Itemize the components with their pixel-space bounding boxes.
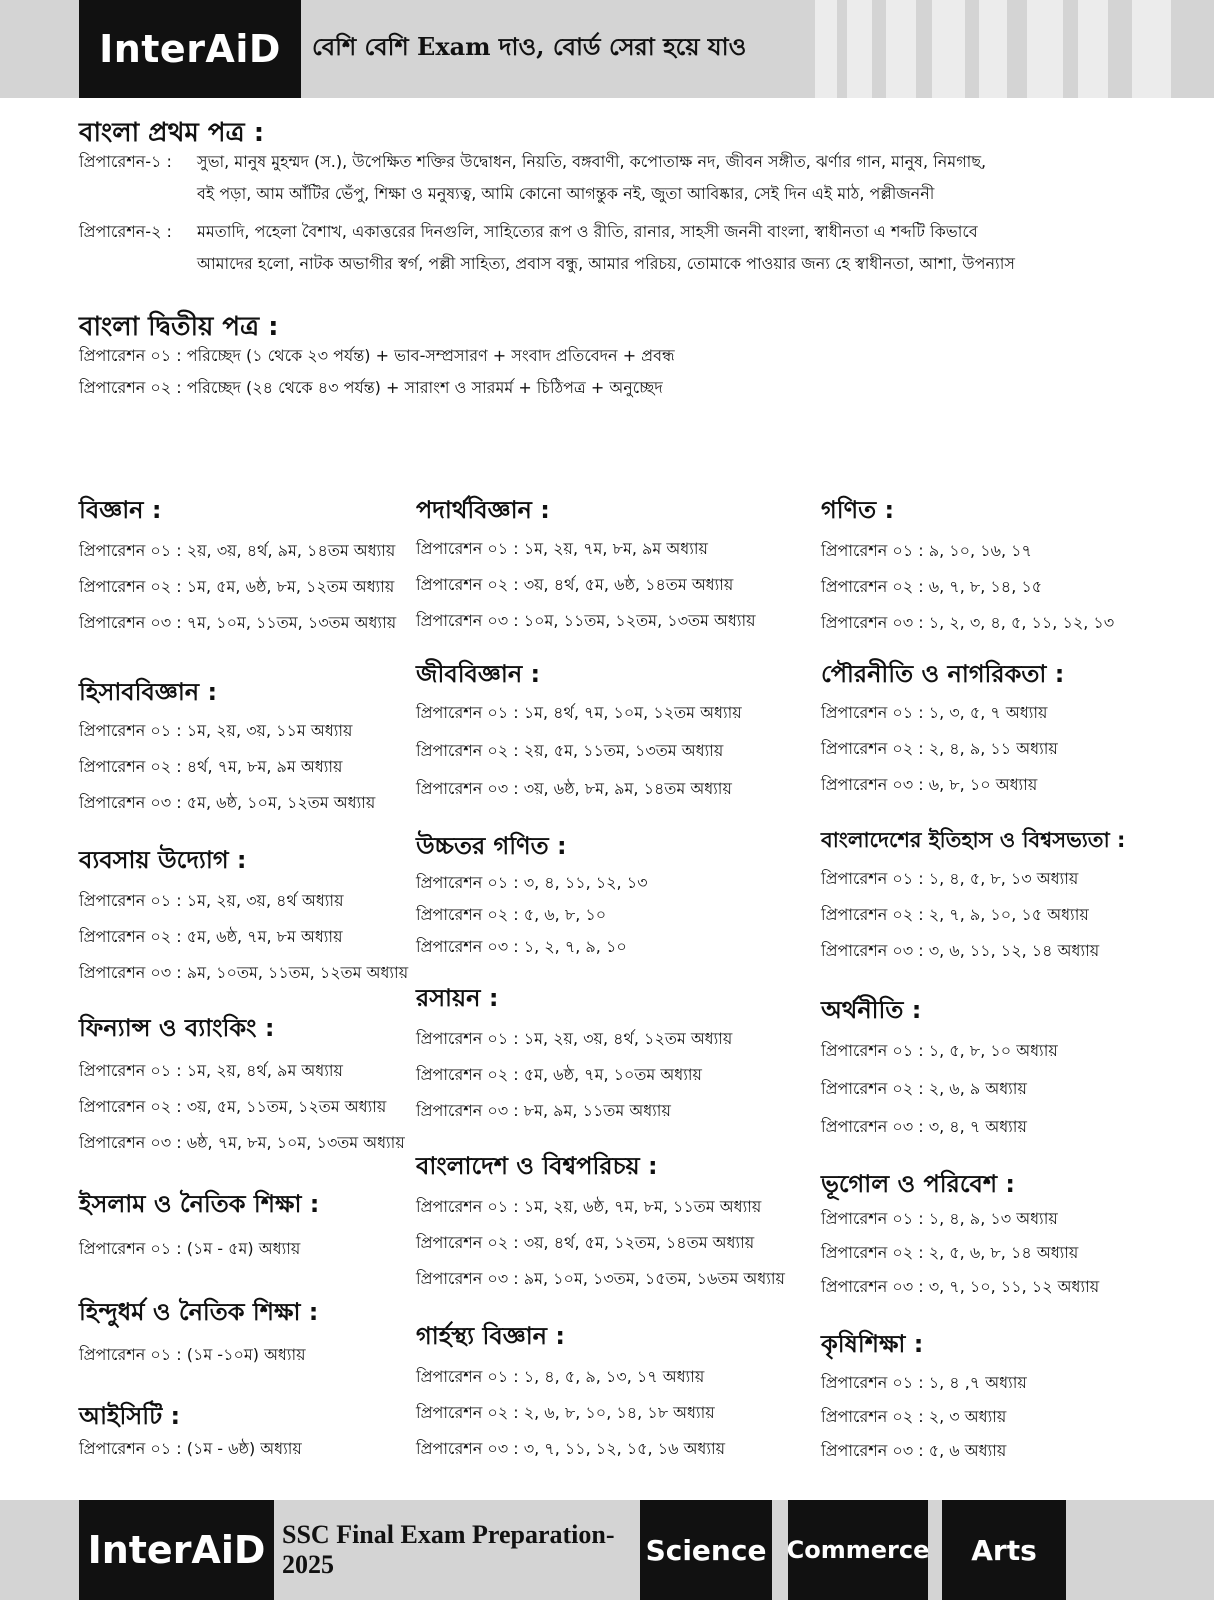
chemistry-title: রসায়ন : <box>416 984 499 1012</box>
prep-line: প্রিপারেশন ০২ : ২, ৬, ৮, ১০, ১৪, ১৮ অধ্যায় <box>416 1403 715 1422</box>
prep-line: প্রিপারেশন ০৩ : ৩, ৪, ৭ অধ্যায় <box>821 1117 1027 1136</box>
islam-title: ইসলাম ও নৈতিক শিক্ষা : <box>79 1190 320 1218</box>
prep-line: প্রিপারেশন ০১ : (১ম - ৬ষ্ঠ) অধ্যায় <box>79 1439 302 1458</box>
prep-line: প্রিপারেশন ০২ : ২, ৩ অধ্যায় <box>821 1407 1007 1426</box>
prep-line: প্রিপারেশন ০২ : ১ম, ৫ম, ৬ষ্ঠ, ৮ম, ১২তম অধ্যায় <box>79 577 395 596</box>
prep-line: প্রিপারেশন ০১ : ১, ৪ ,৭ অধ্যায় <box>821 1373 1027 1392</box>
prep-line: প্রিপারেশন ০৩ : ৬, ৮, ১০ অধ্যায় <box>821 775 1038 794</box>
prep-line: প্রিপারেশন ০৩ : ৭ম, ১০ম, ১১তম, ১৩তম অধ্যায় <box>79 613 397 632</box>
prep-line: প্রিপারেশন ০২ : ৬, ৭, ৮, ১৪, ১৫ <box>821 577 1043 596</box>
prep-line: প্রিপারেশন ০১ : ৩, ৪, ১১, ১২, ১৩ <box>416 873 648 892</box>
biology-title: জীববিজ্ঞান : <box>416 660 541 688</box>
home-science-title: গার্হস্থ্য বিজ্ঞান : <box>416 1322 565 1350</box>
prep-line: প্রিপারেশন ০১ : ১ম, ২য়, ৭ম, ৮ম, ৯ম অধ্যায় <box>416 539 708 558</box>
prep-line: প্রিপারেশন ০২ : ২, ৫, ৬, ৮, ১৪ অধ্যায় <box>821 1243 1079 1262</box>
prep-line: প্রিপারেশন ০৩ : ১০ম, ১১তম, ১২তম, ১৩তম অধ্যায় <box>416 611 756 630</box>
prep-line: প্রিপারেশন ০১ : ১ম, ২য়, ৩য়, ১১ম অধ্যায় <box>79 721 353 740</box>
ict-title: আইসিটি : <box>79 1402 181 1430</box>
bangla1-prep1-row <box>79 146 986 178</box>
history-title: বাংলাদেশের ইতিহাস ও বিশ্বসভ্যতা : <box>821 828 1126 852</box>
prep-line: প্রিপারেশন ০১ : ১, ৪, ৫, ৯, ১৩, ১৭ অধ্যায় <box>416 1367 705 1386</box>
prep-line: প্রিপারেশন ০১ : ১ম, ২য়, ৩য়, ৪র্থ অধ্যায় <box>79 891 344 910</box>
prep-line: প্রিপারেশন ০২ : ২, ৪, ৯, ১১ অধ্যায় <box>821 739 1058 758</box>
prep-line: প্রিপারেশন ০২ : ৩য়, ৪র্থ, ৫ম, ১২তম, ১৪তম অধ্যায় <box>416 1233 755 1252</box>
decorative-stripes <box>815 0 1214 98</box>
prep-text: মমতাদি, পহেলা বৈশাখ, একাত্তরের দিনগুলি, সাহিত্যের রূপ ও রীতি, রানার, সাহসী জননী বাংলা, স্বাধীনতা এ শব্দটি কিভাবে <box>197 222 978 241</box>
prep-line: প্রিপারেশন ০১ : ১ম, ২য়, ৩য়, ৪র্থ, ১২তম অধ্যায় <box>416 1029 733 1048</box>
header-tagline: বেশি বেশি Exam দাও, বোর্ড সেরা হয়ে যাও <box>312 32 747 61</box>
bgs-title: বাংলাদেশ ও বিশ্বপরিচয় : <box>416 1152 658 1180</box>
footer-brand-logo: InterAiD <box>79 1500 274 1600</box>
prep-label: প্রিপারেশন-১ : <box>79 152 172 171</box>
prep-line: প্রিপারেশন ০৩ : ৯ম, ১০ম, ১৩তম, ১৫তম, ১৬তম অধ্যায় <box>416 1269 785 1288</box>
footer-band <box>0 1500 1214 1600</box>
prep-line: প্রিপারেশন ০১ : ২য়, ৩য়, ৪র্থ, ৯ম, ১৪তম অধ্যায় <box>79 541 396 560</box>
agriculture-title: কৃষিশিক্ষা : <box>821 1330 924 1358</box>
prep-line: প্রিপারেশন ০২ : ৫, ৬, ৮, ১০ <box>416 905 607 924</box>
bangla-second-paper-title: বাংলা দ্বিতীয় পত্র : <box>79 312 279 342</box>
prep-line: প্রিপারেশন ০২ : ৫ম, ৬ষ্ঠ, ৭ম, ৮ম অধ্যায় <box>79 927 343 946</box>
prep-line: প্রিপারেশন ০২ : ৩য়, ৫ম, ১১তম, ১২তম অধ্যায় <box>79 1097 387 1116</box>
civics-title: পৌরনীতি ও নাগরিকতা : <box>821 660 1065 688</box>
prep-line: প্রিপারেশন ০৩ : ৩, ৭, ১০, ১১, ১২ অধ্যায় <box>821 1277 1100 1296</box>
prep-line: প্রিপারেশন ০১ : ৯, ১০, ১৬, ১৭ <box>821 541 1032 560</box>
prep-line: প্রিপারেশন ০১ : (১ম -১০ম) অধ্যায় <box>79 1345 306 1364</box>
prep-label: প্রিপারেশন-২ : <box>79 222 172 241</box>
finance-title: ফিন্যান্স ও ব্যাংকিং : <box>79 1014 275 1042</box>
prep-line: প্রিপারেশন ০১ : পরিচ্ছেদ (১ থেকে ২৩ পর্যন্ত) + ভাব-সম্প্রসারণ + সংবাদ প্রতিবেদন + প্রবন্ধ <box>79 346 675 365</box>
hindu-title: হিন্দুধর্ম ও নৈতিক শিক্ষা : <box>79 1298 319 1326</box>
prep-line: প্রিপারেশন ০৩ : ৮ম, ৯ম, ১১তম অধ্যায় <box>416 1101 671 1120</box>
prep-text: সুভা, মানুষ মুহম্মদ (স.), উপেক্ষিত শক্তির উদ্বোধন, নিয়তি, বঙ্গবাণী, কপোতাক্ষ নদ, জীবন সঙ্গীত, ঝর্ণার গান, মানুষ, নিমগাছ, <box>197 152 987 171</box>
economics-title: অর্থনীতি : <box>821 996 922 1024</box>
prep-line: প্রিপারেশন ০৩ : ১, ২, ৭, ৯, ১০ <box>416 937 627 956</box>
prep-line: প্রিপারেশন ০১ : ১, ৩, ৫, ৭ অধ্যায় <box>821 703 1048 722</box>
tab-arts[interactable]: Arts <box>942 1500 1066 1600</box>
prep-line: প্রিপারেশন ০২ : ৪র্থ, ৭ম, ৮ম, ৯ম অধ্যায় <box>79 757 343 776</box>
accounting-title: হিসাববিজ্ঞান : <box>79 678 218 706</box>
prep-line: প্রিপারেশন ০৩ : ৫ম, ৬ষ্ঠ, ১০ম, ১২তম অধ্যায় <box>79 793 376 812</box>
tab-commerce[interactable]: Commerce <box>788 1500 928 1600</box>
physics-title: পদার্থবিজ্ঞান : <box>416 496 550 524</box>
prep-line: প্রিপারেশন ০৩ : ৩, ৬, ১১, ১২, ১৪ অধ্যায় <box>821 941 1100 960</box>
science-title: বিজ্ঞান : <box>79 496 162 524</box>
prep-line: প্রিপারেশন ০৩ : ৯ম, ১০তম, ১১তম, ১২তম অধ্যায় <box>79 963 409 982</box>
prep-line: প্রিপারেশন ০২ : ২, ৭, ৯, ১০, ১৫ অধ্যায় <box>821 905 1089 924</box>
prep-line: প্রিপারেশন ০৩ : ৫, ৬ অধ্যায় <box>821 1441 1007 1460</box>
prep-line: প্রিপারেশন ০৩ : ৬ষ্ঠ, ৭ম, ৮ম, ১০ম, ১৩তম অধ্যায় <box>79 1133 405 1152</box>
prep-line: প্রিপারেশন ০১ : ১, ৪, ৫, ৮, ১৩ অধ্যায় <box>821 869 1079 888</box>
prep-line: প্রিপারেশন ০১ : ১ম, ৪র্থ, ৭ম, ১০ম, ১২তম অধ্যায় <box>416 703 742 722</box>
prep-line: প্রিপারেশন ০১ : ১ম, ২য়, ৬ষ্ঠ, ৭ম, ৮ম, ১১তম অধ্যায় <box>416 1197 762 1216</box>
prep-line: প্রিপারেশন ০২ : ৩য়, ৪র্থ, ৫ম, ৬ষ্ঠ, ১৪তম অধ্যায় <box>416 575 734 594</box>
prep-line: প্রিপারেশন ০৩ : ৩য়, ৬ষ্ঠ, ৮ম, ৯ম, ১৪তম অধ্যায় <box>416 779 732 798</box>
business-title: ব্যবসায় উদ্যোগ : <box>79 846 247 874</box>
bangla1-prep2-row <box>79 216 978 248</box>
geography-title: ভূগোল ও পরিবেশ : <box>821 1170 1015 1198</box>
prep-line: প্রিপারেশন ০৩ : ১, ২, ৩, ৪, ৫, ১১, ১২, ১৩ <box>821 613 1115 632</box>
prep-line: প্রিপারেশন ০১ : ১, ৫, ৮, ১০ অধ্যায় <box>821 1041 1058 1060</box>
tab-science[interactable]: Science <box>640 1500 772 1600</box>
header-band <box>0 0 1214 98</box>
prep-line: প্রিপারেশন ০২ : ৫ম, ৬ষ্ঠ, ৭ম, ১০তম অধ্যায় <box>416 1065 702 1084</box>
bangla-first-paper-title: বাংলা প্রথম পত্র : <box>79 118 265 148</box>
higher-math-title: উচ্চতর গণিত : <box>416 832 567 860</box>
prep-text: বই পড়া, আম আঁটির ভেঁপু, শিক্ষা ও মনুষ্যত্ব, আমি কোনো আগন্তুক নই, জুতা আবিষ্কার, সেই দিন এই মাঠ, পল্লীজননী <box>197 184 935 203</box>
prep-line: প্রিপারেশন ০৩ : ৩, ৭, ১১, ১২, ১৫, ১৬ অধ্যায় <box>416 1439 726 1458</box>
brand-logo: InterAiD <box>79 0 301 98</box>
prep-line: প্রিপারেশন ০২ : ২, ৬, ৯ অধ্যায় <box>821 1079 1027 1098</box>
prep-line: প্রিপারেশন ০১ : (১ম - ৫ম) অধ্যায় <box>79 1239 301 1258</box>
prep-line: প্রিপারেশন ০২ : পরিচ্ছেদ (২৪ থেকে ৪৩ পর্যন্ত) + সারাংশ ও সারমর্ম + চিঠিপত্র + অনুচ্ছেদ <box>79 378 663 397</box>
prep-line: প্রিপারেশন ০১ : ১ম, ২য়, ৪র্থ, ৯ম অধ্যায় <box>79 1061 343 1080</box>
prep-line: প্রিপারেশন ০১ : ১, ৪, ৯, ১৩ অধ্যায় <box>821 1209 1058 1228</box>
prep-line: প্রিপারেশন ০২ : ২য়, ৫ম, ১১তম, ১৩তম অধ্যায় <box>416 741 724 760</box>
math-title: গণিত : <box>821 496 895 524</box>
footer-title: SSC Final Exam Preparation-2025 <box>282 1520 615 1579</box>
prep-text: আমাদের হলো, নাটক অভাগীর স্বর্গ, পল্লী সাহিত্য, প্রবাস বন্ধু, আমার পরিচয়, তোমাকে পাওয়ার জন্য হে স্বাধীনতা, আশা, উপন্যাস <box>197 254 1015 273</box>
